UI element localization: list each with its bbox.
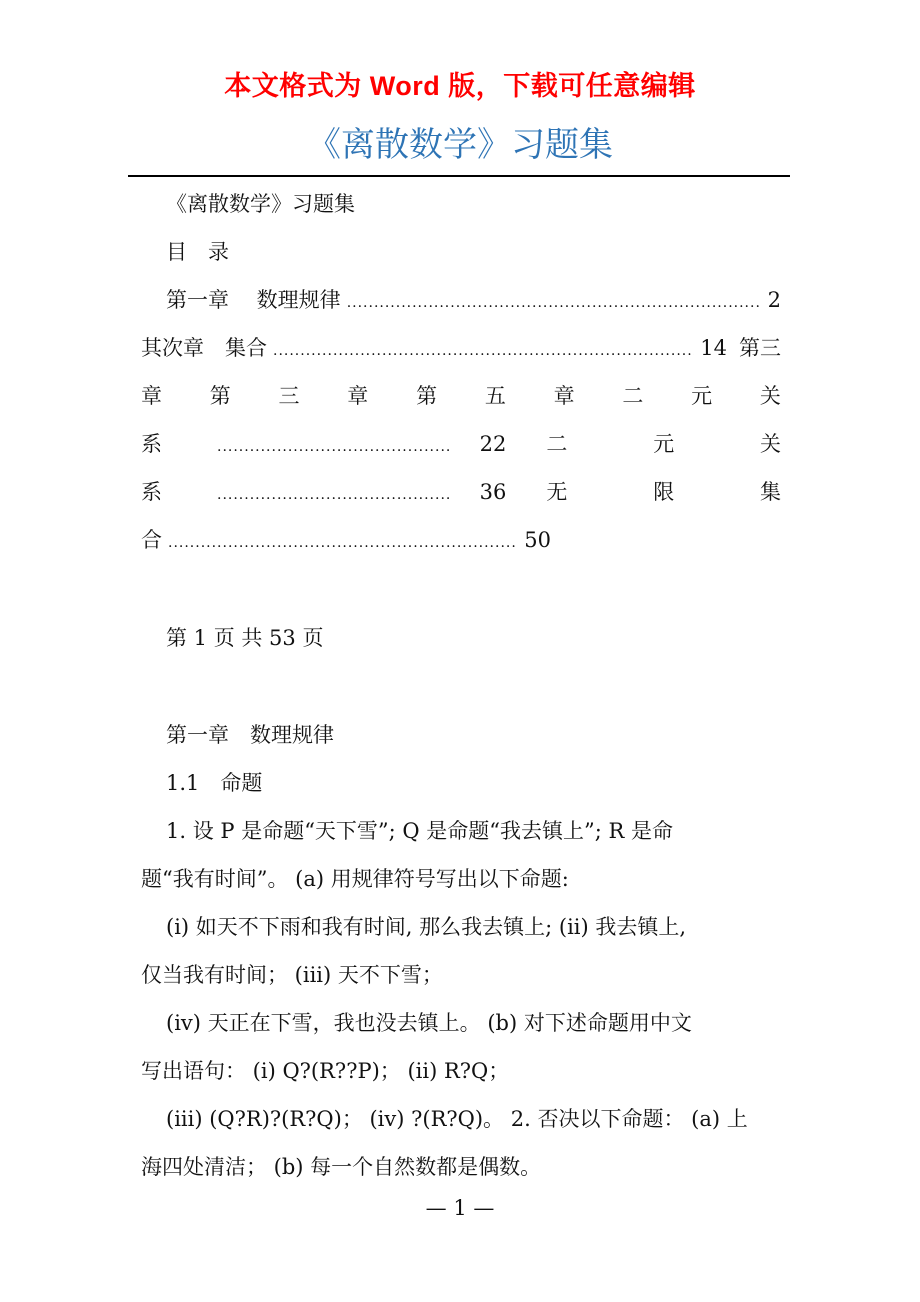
- paragraph-line: 题“我有时间”。 (a) 用规律符号写出以下命题:: [141, 867, 569, 891]
- toc-leader-dots: [217, 432, 452, 462]
- toc-entry-chapter-1[interactable]: [141, 285, 781, 318]
- toc-label: 系: [141, 480, 162, 504]
- toc-char: 章: [553, 384, 575, 408]
- toc-char: 第: [416, 384, 438, 408]
- toc-entry-wrapped-line: [141, 381, 781, 411]
- paragraph-line: 海四处清洁； (b) 每一个自然数都是偶数。: [141, 1155, 542, 1179]
- toc-leader-dots: [217, 480, 452, 510]
- toc-label: 合: [141, 528, 162, 552]
- toc-trailing-text: [546, 429, 781, 459]
- toc-char: 第: [209, 384, 231, 408]
- toc-char: 二: [622, 384, 644, 408]
- paragraph-line: (iv) 天正在下雪，我也没去镇上。 (b) 对下述命题用中文: [166, 1011, 692, 1035]
- paragraph-line: 1. 设 P 是命题“天下雪”; Q 是命题“我去镇上”; R 是命: [166, 819, 674, 843]
- page-number-footer: — 1 —: [425, 1196, 495, 1220]
- paragraph-line: (i) 如天不下雨和我有时间, 那么我去镇上; (ii) 我去镇上,: [166, 915, 687, 939]
- header-rule: [128, 175, 790, 177]
- toc-label: 系: [141, 432, 162, 456]
- toc-label: 第一章 数理规律: [166, 288, 341, 312]
- paragraph-line: 写出语句： (i) Q?(R??P)； (ii) R?Q；: [141, 1059, 510, 1083]
- toc-char: 二: [546, 432, 568, 456]
- toc-entry-chapter-5[interactable]: [141, 477, 781, 510]
- toc-char: 章: [347, 384, 369, 408]
- toc-entry-chapter-2[interactable]: [141, 333, 781, 366]
- toc-char: 关: [759, 384, 781, 408]
- toc-char: 集: [760, 480, 781, 504]
- toc-char: 限: [653, 480, 675, 504]
- section-heading: 1.1 命题: [166, 771, 263, 795]
- toc-char: 五: [484, 384, 506, 408]
- toc-page-number: 50: [524, 528, 551, 552]
- toc-page-number: 14: [700, 336, 727, 360]
- subtitle: 《离散数学》习题集: [166, 192, 355, 216]
- toc-char: 三: [278, 384, 300, 408]
- page-counter: 第 1 页 共 53 页: [166, 626, 324, 650]
- toc-leader-dots: [168, 528, 518, 558]
- toc-heading: 目 录: [166, 240, 229, 264]
- toc-page-number: 2: [767, 288, 781, 312]
- toc-leader-dots: [273, 336, 694, 366]
- chapter-heading: 第一章 数理规律: [166, 723, 334, 747]
- toc-trailing-text: [546, 477, 781, 507]
- toc-char: 关: [760, 432, 781, 456]
- toc-leader-dots: [347, 288, 762, 318]
- toc-trailing-text: 第三: [739, 336, 781, 360]
- toc-char: 元: [653, 432, 675, 456]
- toc-entry-chapter-3[interactable]: [141, 429, 781, 462]
- toc-page-number: 36: [479, 480, 507, 504]
- toc-char: 章: [141, 384, 162, 408]
- toc-page-number: 22: [479, 432, 507, 456]
- toc-char: 无: [546, 480, 568, 504]
- editable-word-banner: 本文格式为 Word 版，下载可任意编辑: [224, 71, 696, 101]
- toc-entry-infinite-sets[interactable]: [141, 525, 551, 558]
- toc-char: 元: [691, 384, 713, 408]
- toc-label: 其次章 集合: [141, 336, 267, 360]
- document-title: 《离散数学》习题集: [307, 125, 613, 165]
- paragraph-line: 仅当我有时间； (iii) 天不下雪；: [141, 963, 443, 987]
- paragraph-line: (iii) (Q?R)?(R?Q)； (iv) ?(R?Q)。 2. 否决以下命题： (a) 上: [166, 1107, 748, 1131]
